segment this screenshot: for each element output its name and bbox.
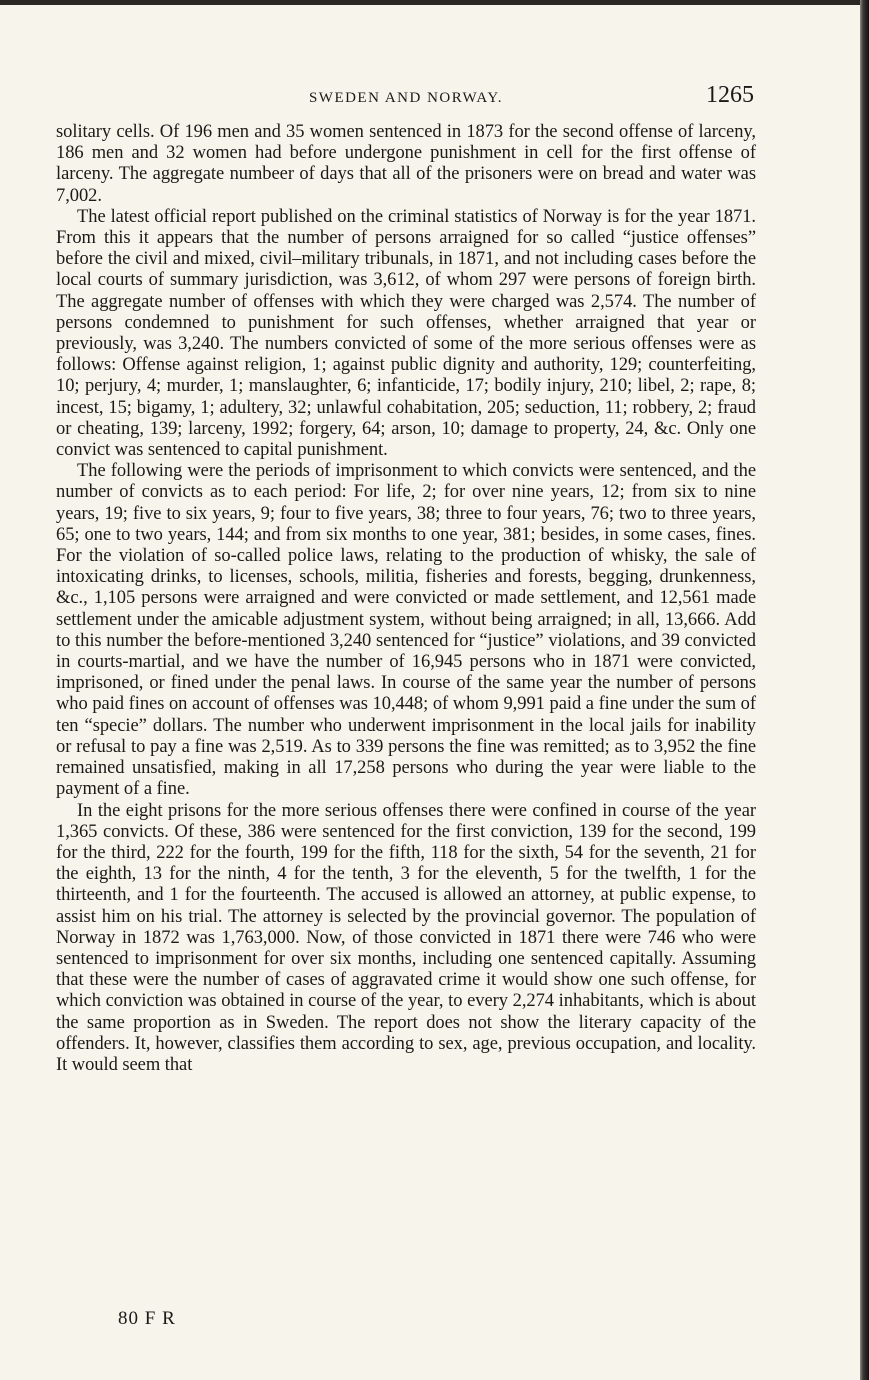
book-page bbox=[56, 82, 756, 1076]
paragraph-1: solitary cells. Of 196 men and 35 women sentenced in 1873 for the second offense of larceny, 186 men and 32 women had before undergone punishment in cell for the first offense of larceny. The aggregate numbeer of days that all of the prisoners were on bread and water was 7,002. bbox=[56, 122, 756, 206]
paragraph-2: The latest official report published on the criminal statistics of Norway is for the year 1871. From this it appears that the number of persons arraigned for so called “justice offenses” before the civil and mixed, civil–military tribunals, in 1871, and not including cases before the local courts of summary jurisdiction, was 3,612, of whom 297 were persons of foreign birth. The aggregate number of offenses with which they were charged was 2,574. The number of persons condemned to punishment for such offenses, whether arraigned that year or previously, was 3,240. The numbers convicted of some of the more serious offenses were as follows: Offense against religion, 1; against public dignity and authority, 129; counterfeiting, 10; perjury, 4; murder, 1; manslaughter, 6; infanticide, 17; bodily injury, 210; libel, 2; rape, 8; incest, 15; bigamy, 1; adultery, 32; unlawful cohabitation, 205; seduction, 11; robbery, 2; fraud or cheating, 139; larceny, 1992; forgery, 64; arson, 10; damage to property, 24, &c. Only one convict was sentenced to capital punishment. bbox=[56, 206, 756, 461]
running-title: SWEDEN AND NORWAY. bbox=[308, 90, 504, 106]
running-head bbox=[56, 82, 756, 122]
page-edge-shadow bbox=[860, 0, 869, 1380]
page-number: 1265 bbox=[706, 82, 754, 108]
body-text bbox=[56, 122, 756, 1076]
paragraph-3: The following were the periods of imprisonment to which convicts were sentenced, and the number of convicts as to each period: For life, 2; for over nine years, 12; from six to nine years, 19; five to six years, 9; four to five years, 38; three to four years, 76; two to three years, 65; one to two years, 144; and from six months to one year, 381; besides, in some cases, fines. For the violation of so-called police laws, relating to the production of whisky, the sale of intoxicating drinks, to licenses, schools, militia, fisheries and forests, begging, drunkenness, &c., 1,105 persons were arraigned and were convicted or made settlement, and 12,561 made settlement under the amicable adjustment system, without being arraigned; in all, 13,666. Add to this number the before-mentioned 3,240 sentenced for “justice” violations, and 39 convicted in courts-martial, and we have the number of 16,945 persons who in 1871 were convicted, imprisoned, or fined under the penal laws. In course of the same year the number of persons who paid fines on account of offenses was 10,448; of whom 9,991 paid a fine under the sum of ten “specie” dollars. The number who underwent imprisonment in the local jails for inability or refusal to pay a fine was 2,519. As to 339 persons the fine was remitted; as to 3,952 the fine remained unsatisfied, making in all 17,258 persons who during the year were liable to the payment of a fine. bbox=[56, 461, 756, 800]
top-border-rule bbox=[0, 0, 869, 5]
paragraph-4: In the eight prisons for the more serious offenses there were confined in course of the year 1,365 convicts. Of these, 386 were sentenced for the first conviction, 139 for the second, 199 for the third, 222 for the fourth, 199 for the fifth, 118 for the sixth, 54 for the seventh, 21 for the eighth, 13 for the ninth, 4 for the tenth, 3 for the eleventh, 5 for the twelfth, 1 for the thirteenth, and 1 for the fourteenth. The accused is allowed an attorney, at public expense, to assist him on his trial. The attorney is selected by the provincial governor. The population of Norway in 1872 was 1,763,000. Now, of those convicted in 1871 there were 746 who were sentenced to imprisonment for over six months, including one sentenced capitally. Assuming that these were the number of cases of aggravated crime it would show one such offense, for which conviction was obtained in course of the year, to every 2,274 inhabitants, which is about the same proportion as in Sweden. The report does not show the literary capacity of the offenders. It, however, classifies them according to sex, age, previous occupation, and locality. It would seem that bbox=[56, 800, 756, 1075]
signature-mark: 80 F R bbox=[118, 1308, 176, 1329]
